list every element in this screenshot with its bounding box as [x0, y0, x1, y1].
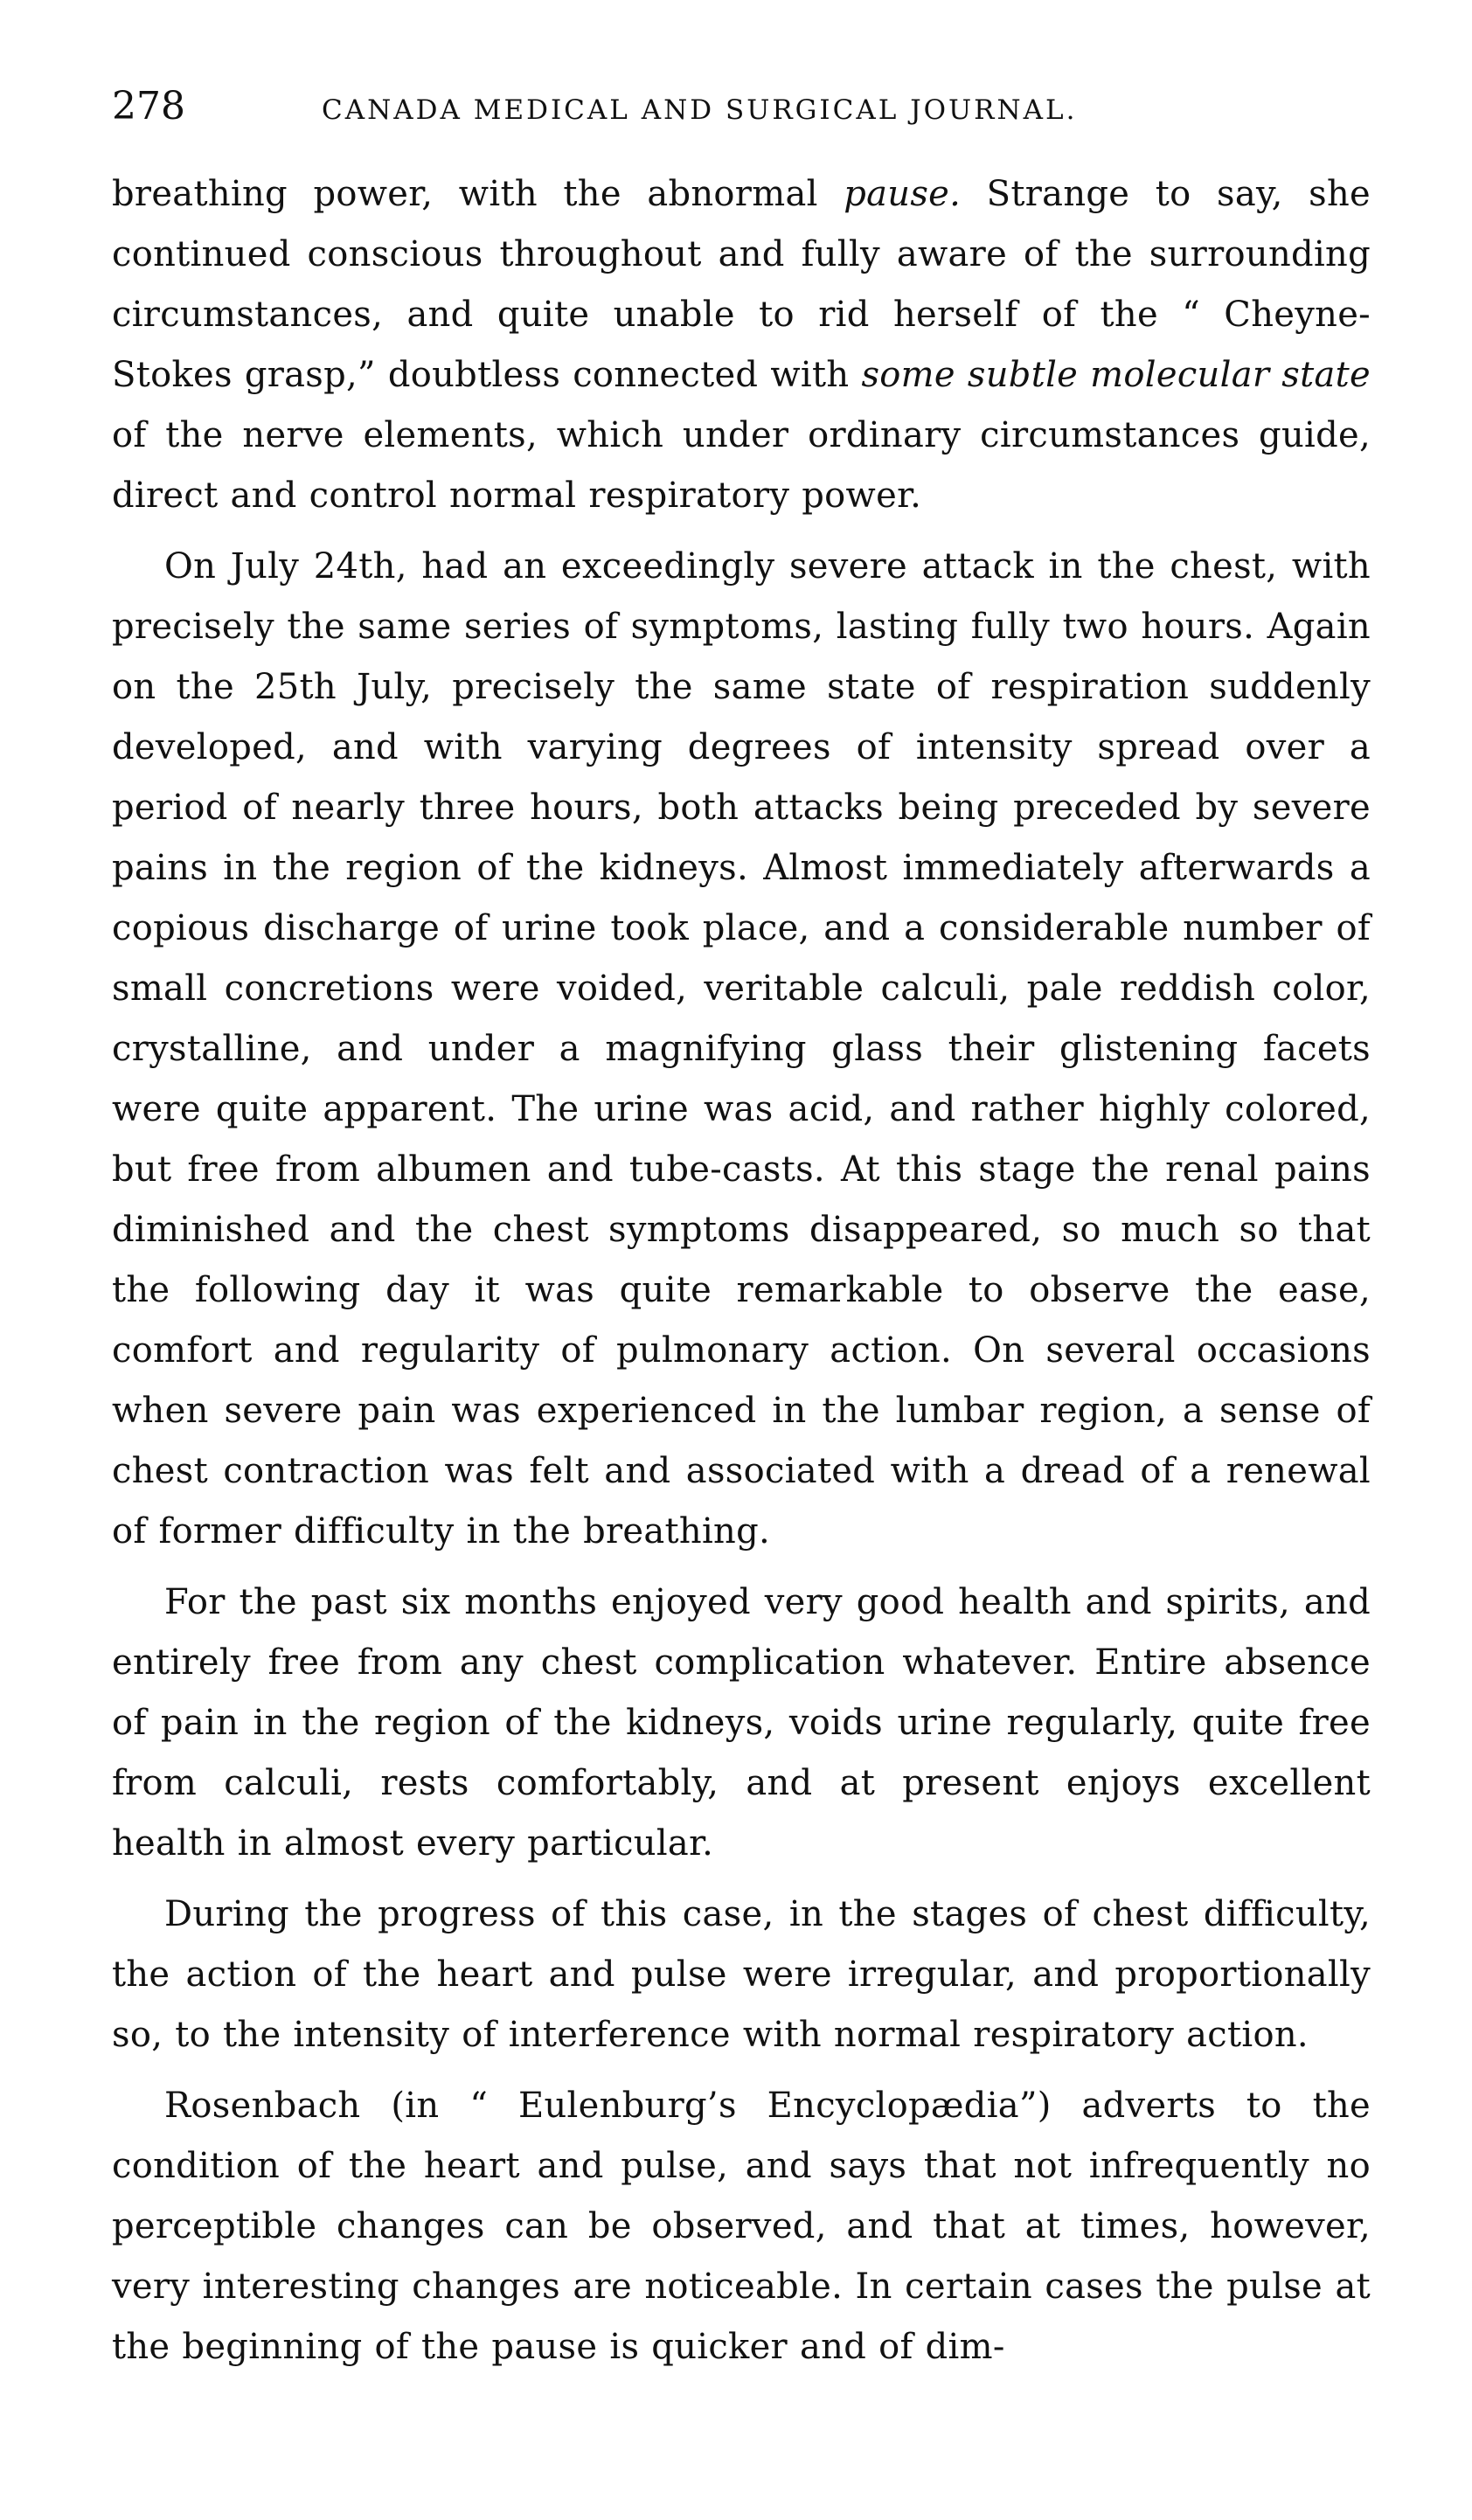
text-run: Strange to say, she continued conscious throughout and fully aware of the surrounding circumstances, and quite unable to rid herself of the “ Cheyne-Stokes grasp,” doubtless connected with [112, 174, 1371, 395]
paragraph-july-attacks: On July 24th, had an exceedingly severe attack in the chest, with precisely the same series of symptoms, lasting fully two hours. Again on the 25th July, precisely the same state of respiration suddenly developed, and with varying degrees of intensity spread over a period of nearly three hours, both attacks being preceded by severe pains in the region of the kidneys. Almost immediately afterwards a copious discharge of urine took place, and a considerable number of small concretions were voided, veritable calculi, pale reddish color, crystalline, and under a magnifying glass their glistening facets were quite apparent. The urine was acid, and rather highly colored, but free from albumen and tube-casts. At this stage the renal pains diminished and the chest symptoms disappeared, so much so that the following day it was quite remarkable to observe the ease, comfort and regularity of pulmonary action. On several occasions when severe pain was experienced in the lumbar region, a sense of chest contraction was felt and associated with a dread of a renewal of former difficulty in the breathing. [112, 546, 1371, 1552]
paragraph-heart-pulse: During the progress of this case, in the stages of chest difficulty, the action of the heart and pulse were irregular, and proportionally so, to the intensity of interference with normal respiratory action. [112, 1894, 1371, 2055]
text-run: breathing power, with the abnormal [112, 174, 844, 214]
italic-term-pause: pause. [844, 174, 962, 214]
italic-phrase-molecular-state: some subtle molecular state [861, 355, 1371, 395]
paragraph-rosenbach: Rosenbach (in “ Eulenburg’s Encyclopædia”) adverts to the condition of the heart and pulse, and says that not infrequently no perceptible changes can be observed, and that at times, however, very interesting changes are noticeable. In certain cases the pulse at the beginning of the pause is quicker and of dim- [112, 2086, 1371, 2367]
running-head [112, 80, 1371, 133]
paragraph-continuation [112, 164, 1371, 526]
article-body [112, 164, 1371, 2388]
paragraph-recovery: For the past six months enjoyed very good health and spirits, and entirely free from any chest complication whatever. Entire absence of pain in the region of the kidneys, voids urine regularly, quite free from calculi, rests comfortably, and at present enjoys excellent health in almost every particular. [112, 1582, 1371, 1864]
journal-title: CANADA MEDICAL AND SURGICAL JOURNAL. [322, 94, 1078, 126]
text-run: of the nerve elements, which under ordinary circumstances guide, direct and control normal respiratory power. [112, 415, 1371, 516]
page-number: 278 [112, 84, 185, 128]
